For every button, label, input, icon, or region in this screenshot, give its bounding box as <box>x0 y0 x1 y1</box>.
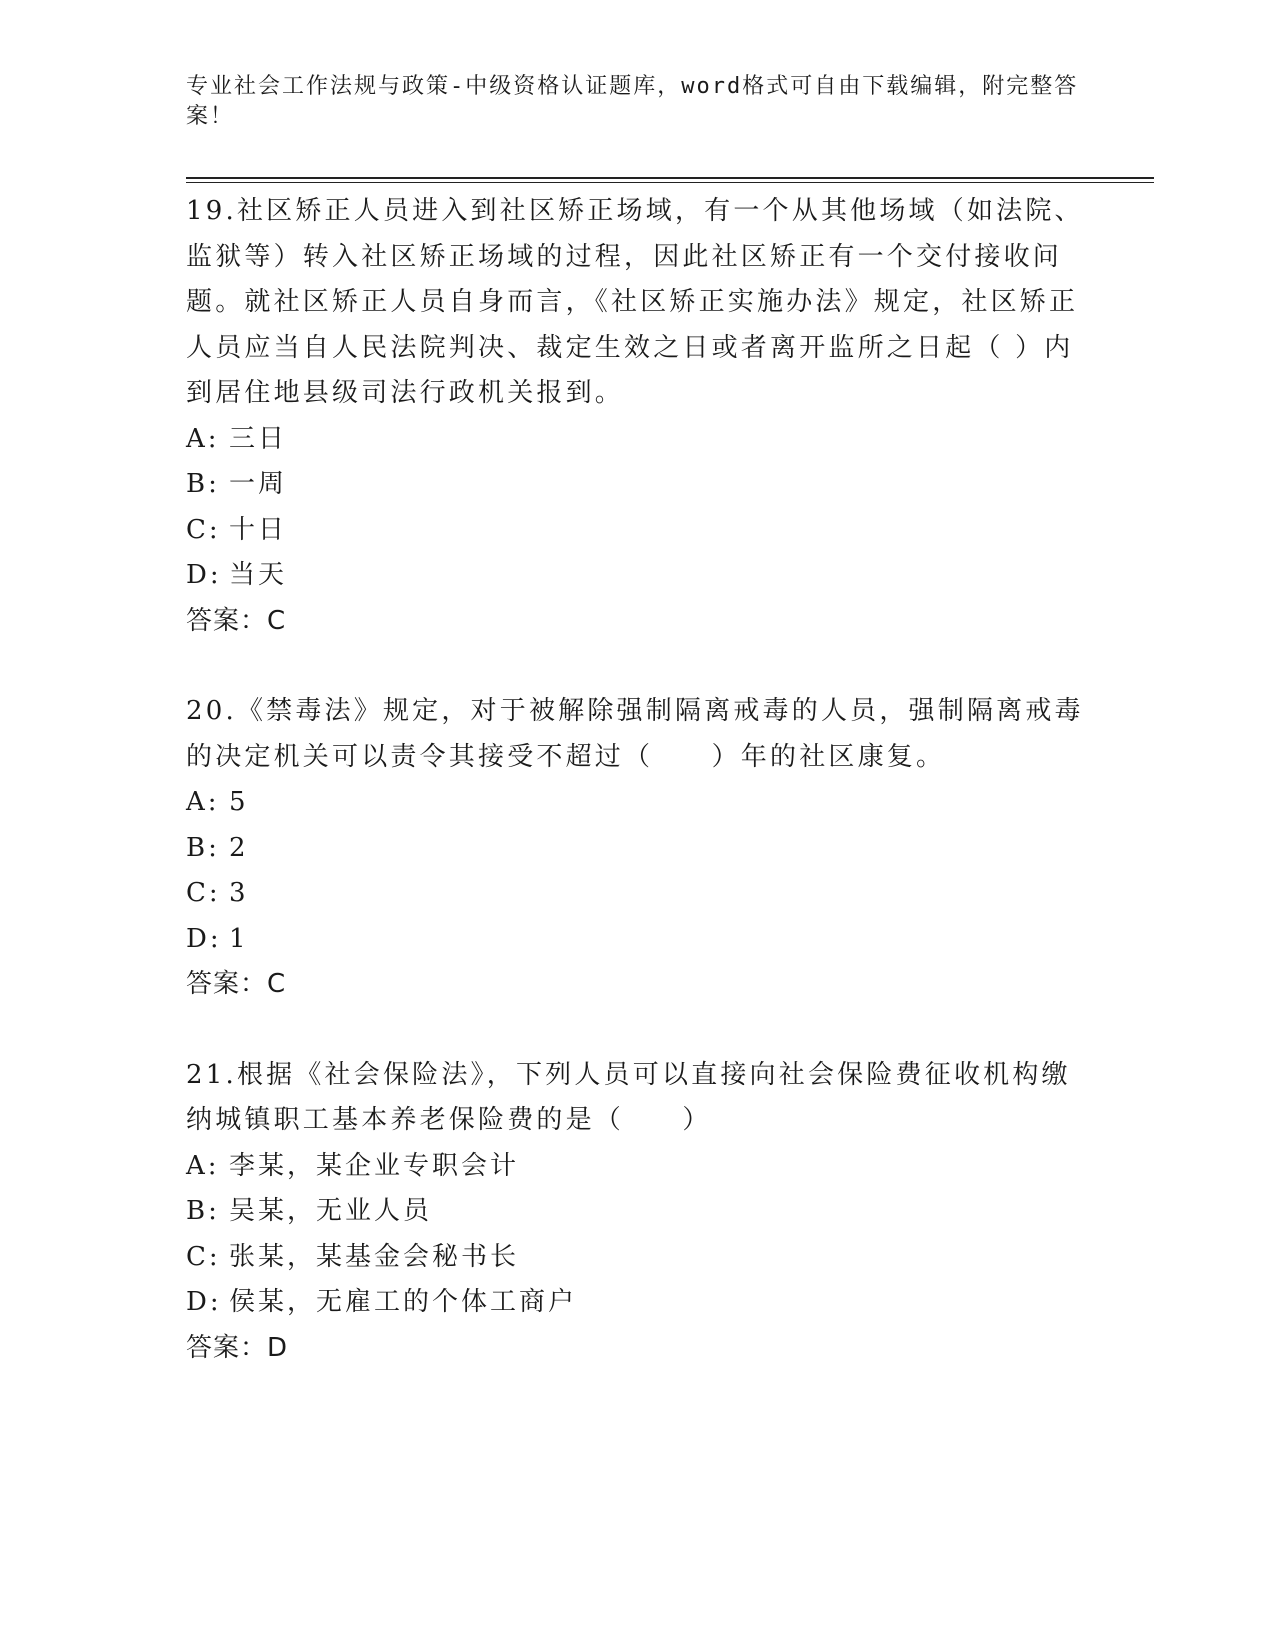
spacer <box>186 1008 1086 1053</box>
option-text: 三日 <box>229 423 288 454</box>
option-letter: D: <box>186 923 222 954</box>
option-a <box>186 417 1086 463</box>
option-a <box>186 780 1086 826</box>
question-list <box>186 189 1086 1371</box>
option-d <box>186 553 1086 599</box>
option-c <box>186 508 1086 554</box>
option-letter: C: <box>186 514 221 545</box>
option-b <box>186 462 1086 508</box>
option-b <box>186 826 1086 872</box>
question-text: 19.社区矫正人员进入到社区矫正场域，有一个从其他场域（如法院、监狱等）转入社区矫正场域的过程，因此社区矫正有一个交付接收问题。就社区矫正人员自身而言，《社区矫正实施办法》规定，社区矫正人员应当自人民法院判决、裁定生效之日或者离开监所之日起（ ）内到居住地县级司法行政机关报到。 <box>186 196 1084 408</box>
answer: 答案：C <box>186 605 287 636</box>
spacer <box>186 644 1086 689</box>
option-text: 3 <box>229 878 249 908</box>
answer: 答案：C <box>186 969 287 999</box>
option-letter: D: <box>186 1287 222 1317</box>
question-19 <box>186 189 1086 644</box>
question-20 <box>186 689 1086 1008</box>
option-c <box>186 871 1086 917</box>
option-text: 1 <box>229 923 249 954</box>
option-letter: A: <box>186 423 220 454</box>
option-letter: D: <box>186 560 222 590</box>
option-d <box>186 1280 1086 1326</box>
option-d <box>186 917 1086 963</box>
option-a <box>186 1144 1086 1190</box>
option-text: 侯某，无雇工的个体工商户 <box>229 1287 578 1317</box>
option-letter: A: <box>186 787 220 817</box>
question-21 <box>186 1053 1086 1372</box>
option-c <box>186 1235 1086 1281</box>
option-b <box>186 1189 1086 1235</box>
document-header: 专业社会工作法规与政策-中级资格认证题库，word格式可自由下载编辑，附完整答案！ <box>186 74 1079 129</box>
option-text: 吴某，无业人员 <box>229 1196 433 1226</box>
option-text: 李某，某企业专职会计 <box>229 1150 520 1181</box>
header-divider <box>186 177 1154 183</box>
option-letter: C: <box>186 878 221 908</box>
option-text: 2 <box>229 832 249 863</box>
option-text: 当天 <box>229 560 288 590</box>
answer: 答案：D <box>186 1332 289 1363</box>
option-letter: B: <box>186 832 220 863</box>
option-letter: A: <box>186 1150 220 1181</box>
option-text: 十日 <box>229 514 288 545</box>
question-text: 21.根据《社会保险法》，下列人员可以直接向社会保险费征收机构缴纳城镇职工基本养老保险费的是（ ） <box>186 1059 1071 1135</box>
option-letter: C: <box>186 1241 221 1272</box>
option-text: 一周 <box>229 469 288 499</box>
option-letter: B: <box>186 469 220 499</box>
question-text: 20.《禁毒法》规定，对于被解除强制隔离戒毒的人员，强制隔离戒毒的决定机关可以责令其接受不超过（ ）年的社区康复。 <box>186 696 1084 772</box>
option-text: 张某，某基金会秘书长 <box>229 1241 520 1272</box>
option-text: 5 <box>229 787 249 817</box>
option-letter: B: <box>186 1196 220 1226</box>
